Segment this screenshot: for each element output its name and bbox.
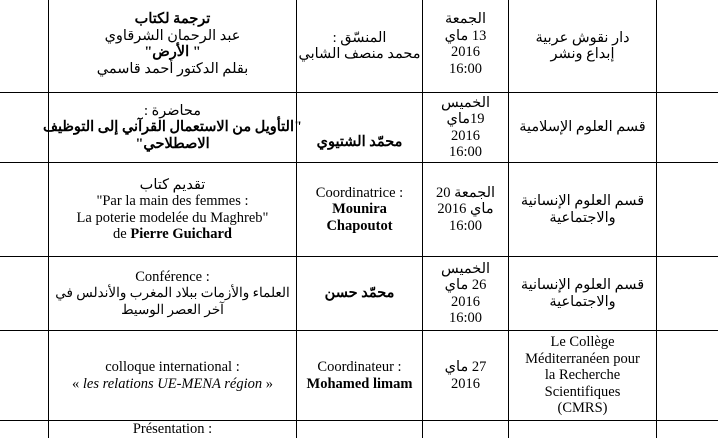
date-day: الجمعة xyxy=(445,11,486,27)
date-month: 13 ماي xyxy=(444,27,487,44)
event-line: محاضرة : xyxy=(143,102,202,119)
date-year: 2016 xyxy=(451,44,480,60)
date-day: الخميس xyxy=(440,94,491,111)
date-month: 19ماي xyxy=(446,111,485,127)
coordinator-name: محمّد الشتيوي xyxy=(316,133,403,150)
event-cell xyxy=(49,0,296,92)
organizer-cell xyxy=(509,163,656,256)
coordinator-cell xyxy=(297,0,422,92)
coordinator-name: Mounira xyxy=(332,201,387,218)
event-line: تقديم كتاب xyxy=(139,176,206,193)
organizer-line: والاجتماعية xyxy=(549,293,616,310)
organizer-line: la Recherche xyxy=(544,367,621,384)
event-title: العلماء والأزمات ببلاد المغرب والأندلس في xyxy=(55,285,290,301)
event-line: عبد الرحمان الشرقاوي xyxy=(104,27,241,44)
date-month: 26 ماي xyxy=(444,277,487,293)
event-cell xyxy=(49,257,296,330)
coordinator-name: Chapoutot xyxy=(326,217,393,234)
organizer-line: Scientifiques xyxy=(544,383,621,400)
event-title: الاصطلاحي" xyxy=(135,135,210,152)
coordinator-name: محمد منصف الشابي xyxy=(298,46,421,62)
event-title: "التأويل من الاستعمال القرآني إلى التوظيف xyxy=(42,119,303,136)
coordinator-cell xyxy=(297,331,422,420)
date-day: الجمعة 20 xyxy=(435,184,496,201)
event-line: Présentation : xyxy=(132,421,213,437)
event-title: آخر العصر الوسيط xyxy=(121,301,224,317)
coordinator-cell xyxy=(297,163,422,256)
coordinator-label: Coordinatrice : xyxy=(315,184,404,201)
date-cell xyxy=(423,163,508,256)
date-year: 2016 xyxy=(451,293,480,310)
date-month: 27 ماي xyxy=(444,359,487,375)
quote-open: « xyxy=(72,375,80,392)
quote-close: » xyxy=(265,375,273,392)
organizer-line: إبداع ونشر xyxy=(550,46,615,62)
date-year: 2016 xyxy=(451,127,480,144)
organizer-line: قسم العلوم الإنسانية xyxy=(520,277,645,293)
date-month: ماي 2016 xyxy=(437,201,494,218)
author-prefix: de xyxy=(113,226,127,242)
date-time: 16:00 xyxy=(448,217,483,234)
event-title: La poterie modelée du Maghreb" xyxy=(76,209,269,226)
table-border-right xyxy=(656,0,657,438)
organizer-cell xyxy=(509,331,656,420)
event-title: " الأرض" xyxy=(144,44,201,60)
event-cell xyxy=(42,93,303,162)
date-time: 16:00 xyxy=(448,144,483,160)
event-cell xyxy=(49,331,296,420)
author-name: Pierre Guichard xyxy=(130,226,232,242)
organizer-line: دار نقوش عربية xyxy=(535,29,630,46)
organizer-line: (CMRS) xyxy=(557,400,608,417)
coordinator-cell xyxy=(297,257,422,330)
event-author xyxy=(113,226,232,243)
coordinator-cell xyxy=(297,93,422,162)
organizer-cell xyxy=(509,257,656,330)
coordinator-label: Coordinateur : xyxy=(317,359,402,375)
date-year: 2016 xyxy=(451,375,480,392)
organizer-line: والاجتماعية xyxy=(549,209,616,226)
event-cell xyxy=(49,421,296,441)
event-title: "Par la main des femmes : xyxy=(96,193,249,209)
organizer-line: قسم العلوم الإسلامية xyxy=(519,119,646,136)
date-time: 16:00 xyxy=(448,310,483,326)
coordinator-label: المنسّق : xyxy=(332,29,387,46)
event-line: colloque international : xyxy=(105,359,240,375)
date-cell xyxy=(423,93,508,162)
date-cell xyxy=(423,0,508,92)
organizer-line: Méditerranéen pour xyxy=(525,350,640,367)
event-title xyxy=(72,376,273,393)
organizer-line: Le Collège xyxy=(550,334,615,351)
event-line: Conférence : xyxy=(135,268,210,285)
coordinator-name: Mohamed limam xyxy=(306,375,413,392)
date-day: الخميس xyxy=(440,260,491,277)
organizer-cell xyxy=(509,0,656,92)
organizer-cell xyxy=(509,93,656,162)
date-cell xyxy=(423,257,508,330)
event-title-text: les relations UE-MENA région xyxy=(82,375,263,392)
date-cell xyxy=(423,331,508,420)
date-time: 16:00 xyxy=(448,60,483,77)
coordinator-name: محمّد حسن xyxy=(324,285,395,302)
event-line: ترجمة لكتاب xyxy=(134,11,211,27)
event-cell xyxy=(49,163,296,256)
organizer-line: قسم العلوم الإنسانية xyxy=(520,193,645,209)
event-line: بقلم الدكتور أحمد قاسمي xyxy=(96,60,249,77)
